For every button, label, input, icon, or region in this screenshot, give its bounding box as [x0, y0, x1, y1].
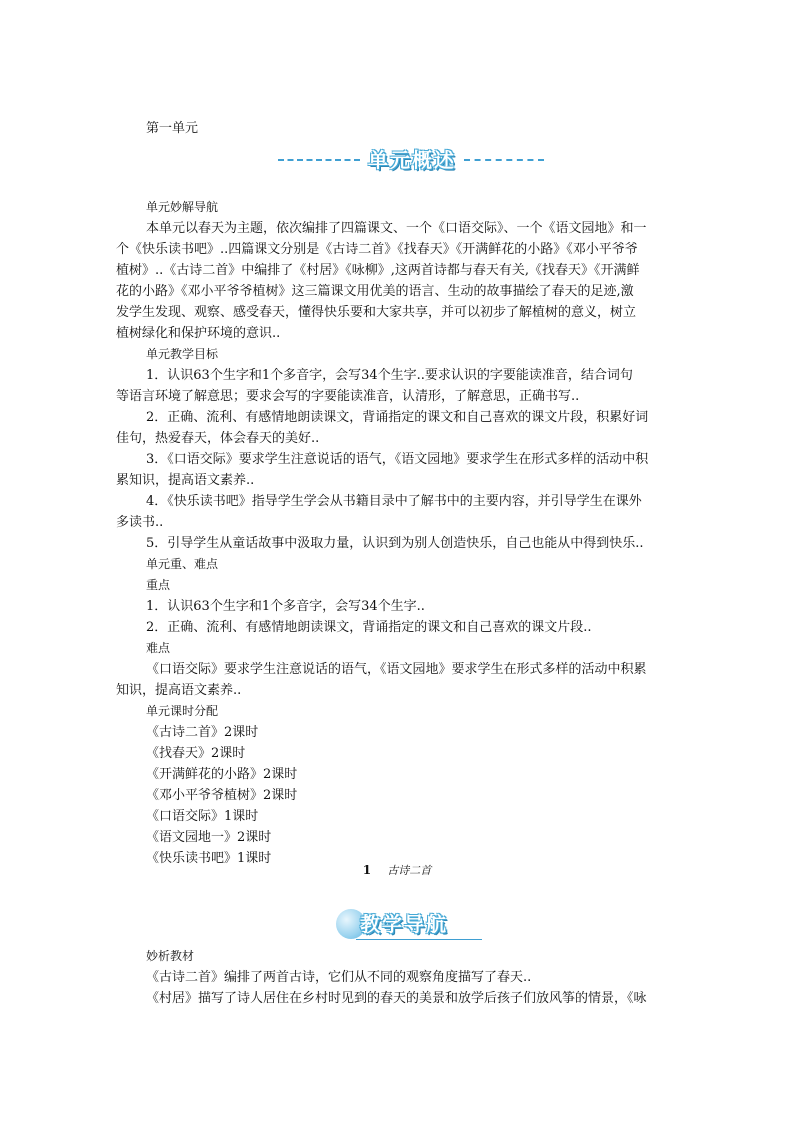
banner-dash-left	[278, 159, 360, 161]
text-line: 《古诗二首》2课时	[146, 725, 259, 740]
lesson-number: 1	[362, 863, 372, 877]
text-line: 《找春天》2课时	[146, 746, 246, 761]
unit-overview-content	[116, 197, 680, 869]
lesson-title	[0, 862, 794, 878]
text-line: 《语文园地一》2课时	[146, 830, 272, 845]
text-line: 本单元以春天为主题，依次编排了四篇课文、一个《口语交际》、一个《语文园地》和一	[146, 221, 647, 236]
text-line: 1．认识63个生字和1个多音字，会写34个生字..要求认识的字要能读准音，结合词句	[146, 368, 633, 383]
lesson-name: 古诗二首	[387, 864, 432, 877]
text-line: 多读书..	[116, 515, 164, 530]
section-heading: 单元教学目标	[146, 347, 219, 361]
text-line: 《快乐读书吧》1课时	[146, 851, 272, 866]
text-line: 《开满鲜花的小路》2课时	[146, 767, 298, 782]
section-heading: 妙析教材	[146, 949, 195, 963]
text-line: 《古诗二首》编排了两首古诗，它们从不同的观察角度描写了春天..	[146, 970, 532, 985]
text-line: 发学生发现、观察、感受春天，懂得快乐要和大家共享，并可以初步了解植树的意义，树立	[116, 305, 637, 320]
text-line: 《口语交际》1课时	[146, 809, 259, 824]
text-line: 5．引导学生从童话故事中汲取力量，认识到为别人创造快乐，自己也能从中得到快乐..	[146, 536, 644, 551]
section-heading: 难点	[146, 641, 171, 655]
text-line: 个《快乐读书吧》..四篇课文分别是《古诗二首》《找春天》《开满鲜花的小路》《邓小平爷爷	[116, 242, 638, 257]
text-line: 累知识，提高语文素养..	[116, 473, 255, 488]
text-line: 知识，提高语文素养..	[116, 683, 242, 698]
teaching-nav-banner	[336, 907, 482, 943]
text-line: 2．正确、流利、有感情地朗读课文，背诵指定的课文和自己喜欢的课文片段，积累好词	[146, 410, 649, 425]
text-line: 花的小路》《邓小平爷爷植树》这三篇课文用优美的语言、生动的故事描绘了春天的足迹,激	[116, 284, 634, 299]
section-heading: 单元重、难点	[146, 557, 219, 571]
text-line: 1．认识63个生字和1个多音字，会写34个生字..	[146, 599, 425, 614]
text-line: 《邓小平爷爷植树》2课时	[146, 788, 298, 803]
text-line: 等语言环境了解意思；要求会写的字要能读准音，认清形，了解意思，正确书写..	[116, 389, 580, 404]
lesson-analysis-content	[116, 946, 680, 1009]
text-line: 植树绿化和保护环境的意识..	[116, 326, 281, 341]
text-line: 《口语交际》要求学生注意说话的语气，《语文园地》要求学生在形式多样的活动中积累	[146, 662, 647, 677]
unit-overview-banner	[278, 146, 544, 174]
nav-banner-title: 教学导航	[360, 912, 448, 936]
text-line: 4．《快乐读书吧》指导学生学会从书籍目录中了解书中的主要内容，并引导学生在课外	[146, 494, 642, 509]
section-heading: 重点	[146, 578, 171, 592]
section-heading: 单元妙解导航	[146, 200, 219, 214]
text-line: 2．正确、流利、有感情地朗读课文，背诵指定的课文和自己喜欢的课文片段..	[146, 620, 592, 635]
text-line: 3．《口语交际》要求学生注意说话的语气，《语文园地》要求学生在形式多样的活动中积	[146, 452, 649, 467]
banner-dash-right	[464, 159, 544, 161]
unit-label: 第一单元	[146, 121, 199, 136]
text-line: 佳句，热爱春天，体会春天的美好..	[116, 431, 320, 446]
section-heading: 单元课时分配	[146, 704, 219, 718]
banner-title: 单元概述	[368, 148, 456, 172]
nav-banner-underline	[356, 939, 482, 940]
text-line: 《村居》描写了诗人居住在乡村时见到的春天的美景和放学后孩子们放风筝的情景，《咏	[146, 991, 647, 1006]
text-line: 植树》..《古诗二首》中编排了《村居》《咏柳》,这两首诗都与春天有关,《找春天》《开满鲜	[116, 263, 640, 278]
